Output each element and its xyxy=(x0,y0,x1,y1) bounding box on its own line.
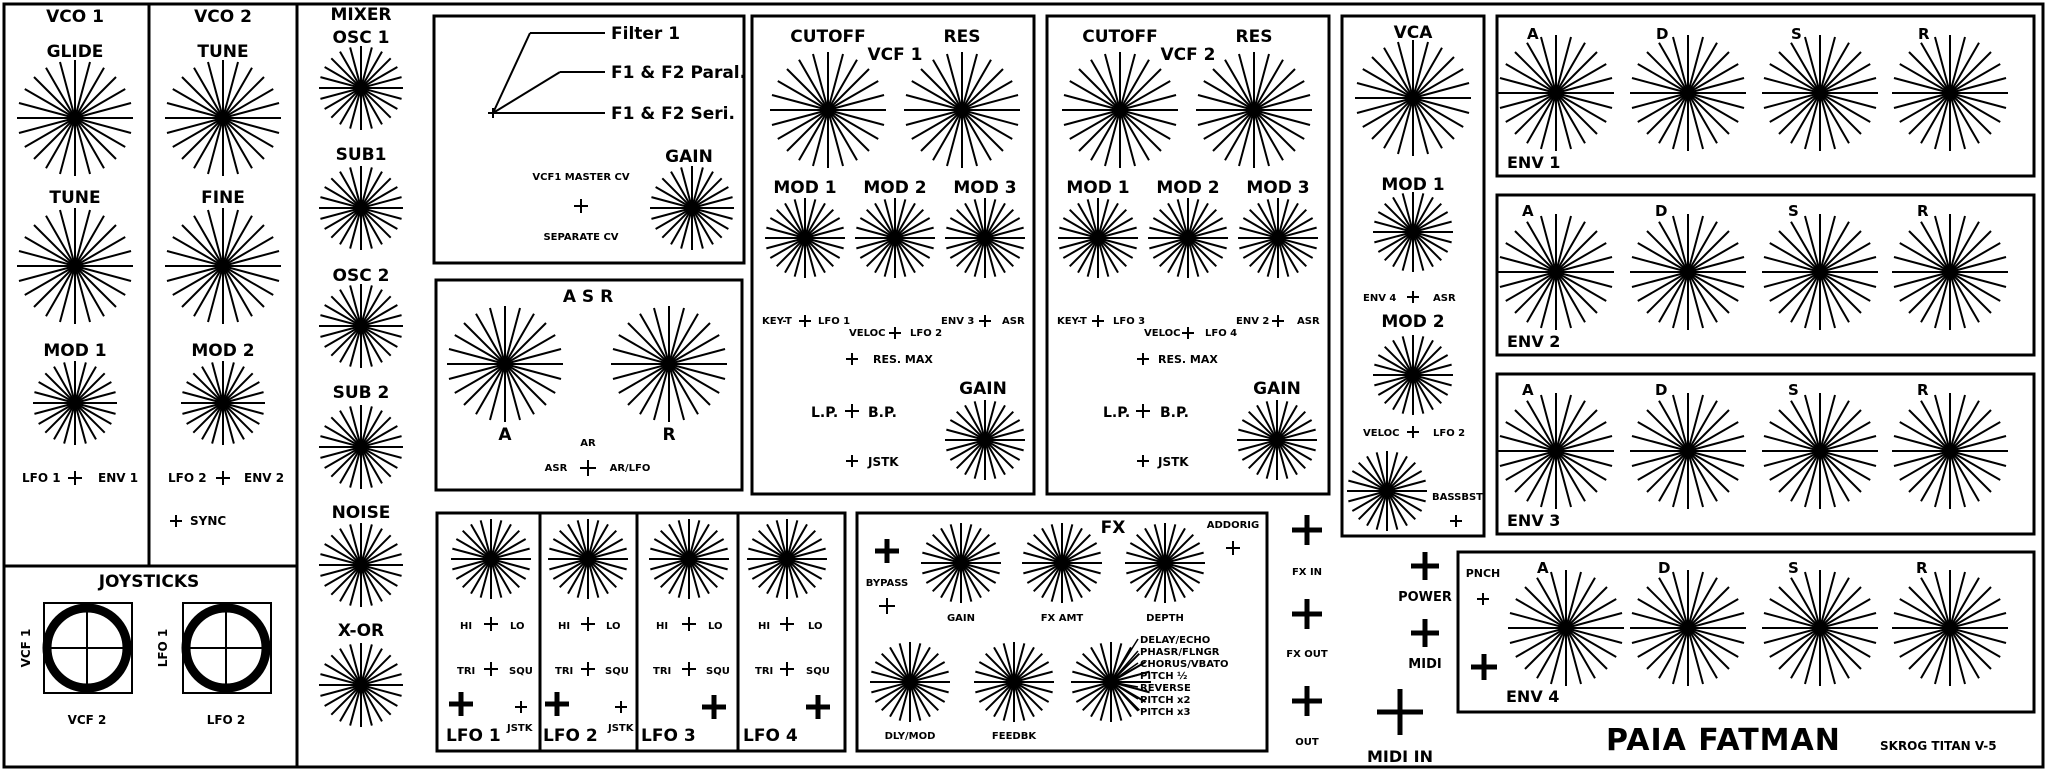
vcf2-veloc-label: VELOC xyxy=(1144,328,1181,339)
env2-d-knob[interactable] xyxy=(1630,214,1746,330)
vcf1-res-knob[interactable] xyxy=(904,52,1020,168)
vcf2-resmax-label: RES. MAX xyxy=(1158,353,1218,366)
env2-s-label: S xyxy=(1788,202,1799,220)
fx-gain-knob[interactable] xyxy=(921,523,1001,603)
vco1-tune-knob[interactable] xyxy=(17,208,133,324)
mixer-sub2-knob[interactable] xyxy=(319,405,403,489)
lfo4-hi-label: HI xyxy=(758,621,771,632)
mixer-noise-knob[interactable] xyxy=(319,523,403,607)
vca-veloc-label: VELOC xyxy=(1363,428,1400,439)
vcf1-asr-label: ASR xyxy=(1002,316,1025,327)
vcf2-mod2-knob[interactable] xyxy=(1148,198,1228,278)
env3-label: ENV 3 xyxy=(1507,511,1561,530)
env1-r-knob[interactable] xyxy=(1892,35,2008,151)
vco1-glide-knob[interactable] xyxy=(17,60,133,176)
vcf2-asr-label: ASR xyxy=(1297,316,1320,327)
env3-d-label: D xyxy=(1655,381,1668,399)
lfo3-label: LFO 3 xyxy=(641,726,696,746)
vcf1-lfo2-label: LFO 2 xyxy=(910,328,943,339)
asr-asr-label: ASR xyxy=(544,463,568,474)
routing-master-cv-label: VCF1 MASTER CV xyxy=(532,172,630,183)
vcf2-gain-knob[interactable] xyxy=(1237,400,1317,480)
vcf1-cutoff-label: CUTOFF xyxy=(790,27,866,47)
env1-label: ENV 1 xyxy=(1507,153,1561,172)
fx-dlymod-knob[interactable] xyxy=(870,642,950,722)
fx-mode-option[interactable]: PHASR/FLNGR xyxy=(1140,647,1220,658)
asr-arlfo-label: AR/LFO xyxy=(609,463,651,474)
vcf2-env2-label: ENV 2 xyxy=(1236,316,1270,327)
env4-s-knob[interactable] xyxy=(1762,570,1878,686)
env4-d-knob[interactable] xyxy=(1630,570,1746,686)
vcf2-cutoff-label: CUTOFF xyxy=(1082,27,1158,47)
joystick-lfo1-label: LFO 1 xyxy=(156,628,170,668)
vcf2-mod1-knob[interactable] xyxy=(1058,198,1138,278)
fx-depth-label: DEPTH xyxy=(1146,613,1184,624)
vco2-env2-label: ENV 2 xyxy=(244,471,285,485)
env1-a-knob[interactable] xyxy=(1498,35,1614,151)
out-label: OUT xyxy=(1295,737,1319,748)
vcf1-jstk-label: JSTK xyxy=(868,455,899,469)
vca-bassbst-label: BASSBST xyxy=(1432,492,1483,503)
routing-paral-label: F1 & F2 Paral. xyxy=(611,63,747,83)
routing-gain-knob[interactable] xyxy=(650,166,734,250)
vcf1-gain-knob[interactable] xyxy=(945,400,1025,480)
vcf1-resmax-label: RES. MAX xyxy=(873,353,933,366)
vcf2-lp-label: L.P. xyxy=(1103,405,1131,421)
joystick-vcf2-label: VCF 2 xyxy=(67,713,107,727)
vco2-title: VCO 2 xyxy=(194,7,252,27)
asr-title: A S R xyxy=(562,287,614,307)
vco1-glide-label: GLIDE xyxy=(46,42,104,62)
vca-mod2-knob[interactable] xyxy=(1373,335,1453,415)
env2-r-knob[interactable] xyxy=(1892,214,2008,330)
mixer-osc1-label: OSC 1 xyxy=(332,28,390,48)
fx-addorig-label: ADDORIG xyxy=(1206,520,1260,531)
asr-a-knob[interactable] xyxy=(447,306,563,422)
vcf2-jstk-label: JSTK xyxy=(1158,455,1189,469)
mixer-sub1-label: SUB1 xyxy=(335,145,387,165)
vcf1-title: VCF 1 xyxy=(867,45,923,65)
vca-mod1-knob[interactable] xyxy=(1373,192,1453,272)
env4-r-knob[interactable] xyxy=(1892,570,2008,686)
env1-r-label: R xyxy=(1918,25,1930,43)
vco2-tune-knob[interactable] xyxy=(165,60,281,176)
vcf1-gain-label: GAIN xyxy=(959,379,1007,399)
asr-r-knob[interactable] xyxy=(611,306,727,422)
env1-d-knob[interactable] xyxy=(1630,35,1746,151)
vcf2-lfo4-label: LFO 4 xyxy=(1205,328,1238,339)
vcf1-mod3-label: MOD 3 xyxy=(953,178,1017,198)
routing-seri-label: F1 & F2 Seri. xyxy=(611,104,735,124)
vcf1-res-label: RES xyxy=(943,27,981,47)
vcf2-mod3-knob[interactable] xyxy=(1238,198,1318,278)
vcf2-cutoff-knob[interactable] xyxy=(1062,52,1178,168)
vca-asr-label: ASR xyxy=(1433,293,1456,304)
pnch-label: PNCH xyxy=(1465,567,1501,580)
vco2-mod2-knob[interactable] xyxy=(181,361,265,445)
env3-r-label: R xyxy=(1917,381,1929,399)
power-label: POWER xyxy=(1398,590,1452,605)
asr-a-label: A xyxy=(498,425,512,445)
fx-dlymod-label: DLY/MOD xyxy=(884,731,936,742)
lfo2-lo-label: LO xyxy=(606,621,621,632)
model-label: SKROG TITAN V-5 xyxy=(1880,739,1997,753)
fx-fxamt-label: FX AMT xyxy=(1040,613,1084,624)
joysticks-title: JOYSTICKS xyxy=(98,572,200,592)
vco1-mod1-label: MOD 1 xyxy=(43,341,107,361)
routing-gain-label: GAIN xyxy=(665,147,713,167)
midi-in-label: MIDI IN xyxy=(1366,747,1434,766)
joystick-lfo2-label: LFO 2 xyxy=(206,713,246,727)
vco2-sync-label: SYNC xyxy=(190,514,227,528)
env3-r-knob[interactable] xyxy=(1892,393,2008,509)
lfo3-tri-label: TRI xyxy=(653,666,672,677)
env1-a-label: A xyxy=(1527,25,1539,43)
vcf2-mod1-label: MOD 1 xyxy=(1066,178,1130,198)
lfo3-lo-label: LO xyxy=(708,621,723,632)
env2-r-label: R xyxy=(1917,202,1929,220)
fxout-label: FX OUT xyxy=(1286,649,1328,660)
lfo1-jstk-label: JSTK xyxy=(507,723,533,734)
fx-mode-option[interactable]: PITCH x3 xyxy=(1140,707,1191,718)
mixer-title: MIXER xyxy=(330,5,392,25)
vcf2-mod3-label: MOD 3 xyxy=(1246,178,1310,198)
fx-mode-option[interactable]: DELAY/ECHO xyxy=(1140,635,1211,646)
vcf1-mod2-knob[interactable] xyxy=(855,198,935,278)
env3-s-label: S xyxy=(1788,381,1799,399)
vcf2-res-knob[interactable] xyxy=(1196,52,1312,168)
fx-mode-option[interactable]: PITCH x2 xyxy=(1140,695,1191,706)
vcf1-veloc-label: VELOC xyxy=(849,328,886,339)
lfo2-tri-label: TRI xyxy=(555,666,574,677)
joystick-vcf1-label: VCF 1 xyxy=(19,628,33,668)
fx-title: FX xyxy=(1100,518,1126,538)
vca-env4-label: ENV 4 xyxy=(1363,293,1397,304)
env3-s-knob[interactable] xyxy=(1762,393,1878,509)
lfo2-hi-label: HI xyxy=(558,621,571,632)
vcf1-mod3-knob[interactable] xyxy=(945,198,1025,278)
vcf1-mod1-knob[interactable] xyxy=(765,198,845,278)
vco2-tune-label: TUNE xyxy=(197,42,249,62)
lfo2-rate-knob[interactable] xyxy=(548,519,628,599)
lfo1-label: LFO 1 xyxy=(446,726,501,746)
asr-ar-label: AR xyxy=(580,438,596,449)
vcf1-env3-label: ENV 3 xyxy=(941,316,975,327)
vcf2-gain-label: GAIN xyxy=(1253,379,1301,399)
lfo4-rate-knob[interactable] xyxy=(747,519,827,599)
env2-label: ENV 2 xyxy=(1507,332,1561,351)
lfo4-label: LFO 4 xyxy=(743,726,798,746)
lfo3-rate-knob[interactable] xyxy=(649,519,729,599)
lfo3-squ-label: SQU xyxy=(706,666,730,677)
vco1-lfo1-label: LFO 1 xyxy=(22,471,61,485)
vcf2-mod2-label: MOD 2 xyxy=(1156,178,1220,198)
env2-d-label: D xyxy=(1655,202,1668,220)
routing-filter1-label: Filter 1 xyxy=(611,24,681,44)
mixer-osc2-knob[interactable] xyxy=(319,284,403,368)
fx-mode-option[interactable]: PITCH ½ xyxy=(1140,671,1188,682)
lfo3-hi-label: HI xyxy=(656,621,669,632)
vco1-title: VCO 1 xyxy=(46,7,104,27)
mixer-osc1-knob[interactable] xyxy=(319,46,403,130)
vcf2-res-label: RES xyxy=(1235,27,1273,47)
vcf1-mod2-label: MOD 2 xyxy=(863,178,927,198)
mixer-xor-label: X-OR xyxy=(337,621,385,641)
env2-a-label: A xyxy=(1522,202,1534,220)
mixer-noise-label: NOISE xyxy=(331,503,391,523)
lfo1-hi-label: HI xyxy=(460,621,473,632)
env1-s-knob[interactable] xyxy=(1762,35,1878,151)
env4-d-label: D xyxy=(1658,559,1671,577)
lfo4-lo-label: LO xyxy=(808,621,823,632)
env3-d-knob[interactable] xyxy=(1630,393,1746,509)
vca-title: VCA xyxy=(1393,23,1433,43)
fx-gain-label: GAIN xyxy=(946,613,976,624)
vcf2-lfo3-label: LFO 3 xyxy=(1113,316,1146,327)
vcf1-mod1-label: MOD 1 xyxy=(773,178,837,198)
mixer-sub2-label: SUB 2 xyxy=(332,383,390,403)
vcf1-lfo1-label: LFO 1 xyxy=(818,316,851,327)
routing-separate-cv-label: SEPARATE CV xyxy=(543,232,619,243)
mixer-sub1-knob[interactable] xyxy=(319,166,403,250)
lfo2-squ-label: SQU xyxy=(605,666,629,677)
fxin-label: FX IN xyxy=(1291,567,1323,578)
fx-amt-knob[interactable] xyxy=(1022,523,1102,603)
env1-s-label: S xyxy=(1791,25,1802,43)
asr-r-label: R xyxy=(662,425,676,445)
env4-a-label: A xyxy=(1537,559,1549,577)
vco1-mod1-knob[interactable] xyxy=(33,361,117,445)
lfo2-label: LFO 2 xyxy=(543,726,598,746)
env4-r-label: R xyxy=(1916,559,1928,577)
lfo1-tri-label: TRI xyxy=(457,666,476,677)
env4-label: ENV 4 xyxy=(1506,687,1560,706)
fx-bypass-label: BYPASS xyxy=(865,578,909,589)
vcf2-title: VCF 2 xyxy=(1160,45,1216,65)
lfo1-lo-label: LO xyxy=(510,621,525,632)
vco1-tune-label: TUNE xyxy=(49,188,101,208)
fx-depth-knob[interactable] xyxy=(1125,523,1205,603)
vcf2-bp-label: B.P. xyxy=(1160,405,1189,421)
vcf2-keyt-label: KEY-T xyxy=(1057,316,1087,327)
lfo2-jstk-label: JSTK xyxy=(608,723,634,734)
vco1-env1-label: ENV 1 xyxy=(98,471,139,485)
env2-s-knob[interactable] xyxy=(1762,214,1878,330)
brand-title: PAIA FATMAN xyxy=(1606,723,1841,758)
lfo1-squ-label: SQU xyxy=(509,666,533,677)
vca-mod2-label: MOD 2 xyxy=(1381,312,1445,332)
midi-label: MIDI xyxy=(1408,657,1442,672)
env3-a-knob[interactable] xyxy=(1498,393,1614,509)
vca-lfo2-label: LFO 2 xyxy=(1433,428,1466,439)
env4-s-label: S xyxy=(1788,559,1799,577)
mixer-osc2-label: OSC 2 xyxy=(332,266,390,286)
vca-level-knob[interactable] xyxy=(1355,40,1471,156)
vcf1-lp-label: L.P. xyxy=(811,405,839,421)
env4-a-knob[interactable] xyxy=(1508,570,1624,686)
lfo4-squ-label: SQU xyxy=(806,666,830,677)
fx-feedbk-label: FEEDBK xyxy=(991,731,1037,742)
vcf1-keyt-label: KEY-T xyxy=(762,316,792,327)
env2-a-knob[interactable] xyxy=(1498,214,1614,330)
env3-a-label: A xyxy=(1522,381,1534,399)
fx-mode-option[interactable]: CHORUS/VBATO xyxy=(1140,659,1229,670)
mixer-xor-knob[interactable] xyxy=(319,643,403,727)
vca-mod1-label: MOD 1 xyxy=(1381,175,1445,195)
vcf1-cutoff-knob[interactable] xyxy=(770,52,886,168)
fx-mode-option[interactable]: REVERSE xyxy=(1140,683,1191,694)
lfo4-tri-label: TRI xyxy=(755,666,774,677)
vco2-fine-knob[interactable] xyxy=(165,208,281,324)
vco2-lfo2-label: LFO 2 xyxy=(168,471,207,485)
vco2-mod2-label: MOD 2 xyxy=(191,341,255,361)
vcf1-bp-label: B.P. xyxy=(868,405,897,421)
vco2-fine-label: FINE xyxy=(201,188,245,208)
fx-feedbk-knob[interactable] xyxy=(974,642,1054,722)
env1-d-label: D xyxy=(1656,25,1669,43)
vca-bassbst-knob[interactable] xyxy=(1347,451,1427,531)
lfo1-rate-knob[interactable] xyxy=(451,519,531,599)
